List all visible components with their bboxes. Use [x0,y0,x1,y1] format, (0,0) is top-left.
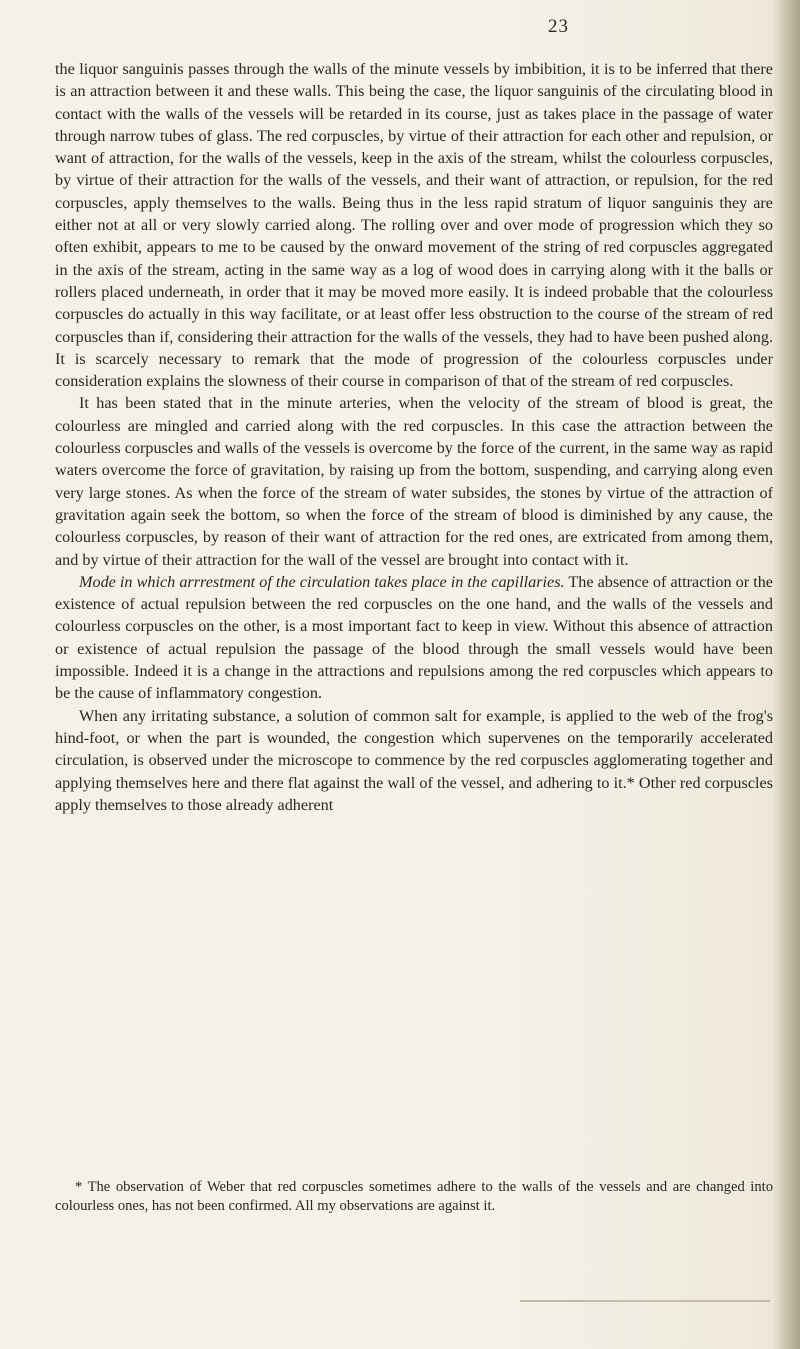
bottom-edge-mark [520,1300,770,1302]
paragraph-continuation: the liquor sanguinis passes through the walls of the minute vessels by imbibition, it is to be inferred that there is an attraction between it and these walls. This being the case, the liquor sanguinis of the circulating blood in contact with the walls of the vessels will be retarded in its course, just as takes place in the passage of water through narrow tubes of glass. The red corpuscles, by virtue of their attraction for each other and repulsion, or want of attraction, for the walls of the vessels, keep in the axis of the stream, whilst the colourless corpuscles, by virtue of their attraction for the walls of the vessels, and their want of attraction, or repulsion, for the red corpuscles, apply themselves to the walls. Being thus in the less rapid stratum of liquor sanguinis they are either not at all or very slowly carried along. The rolling over and over mode of progression which they so often exhibit, appears to me to be caused by the onward movement of the string of red corpuscles aggregated in the axis of the stream, acting in the same way as a log of wood does in carrying along with it the balls or rollers placed underneath, in order that it may be moved more easily. It is indeed probable that the colourless corpuscles do actually in this way facilitate, or at least offer less obstruction to the course of the stream of red corpuscles than if, considering their attraction for the walls of the vessels, they had to have been pushed along. It is scarcely necessary to remark that the mode of progression of the colourless corpuscles under consideration explains the slowness of their course in comparison of that of the stream of red corpuscles. [55,60,773,391]
paragraph-velocity: It has been stated that in the minute arteries, when the velocity of the stream of blood is great, the colourless are mingled and carried along with the red corpuscles. In this case the attraction between the colourless corpuscles and walls of the vessels is overcome by the force of the current, in the same way as rapid waters overcome the force of gravitation, by raising up from the bottom, suspending, and carrying along even very large stones. As when the force of the stream of water subsides, the stones by virtue of the attraction of gravitation again seek the bottom, so when the force of the stream of blood is diminished by any cause, the colourless corpuscles, by reason of their want of attraction for the red ones, are extricated from among them, and by virtue of their attraction for the wall of the vessel are brought into contact with it. [55,394,773,569]
paragraph-irritation: When any irritating substance, a solution of common salt for example, is applied to the web of the frog's hind-foot, or when the part is wounded, the congestion which supervenes on the temporarily accelerated circulation, is observed under the microscope to commence by the red corpuscles agglomerating together and applying themselves here and there flat against the wall of the vessel, and adhering to it.* Other red corpuscles apply themselves to those already adherent [55,706,773,814]
section-text: The absence of attraction or the existence of actual repulsion between the red corpuscles on the one hand, and the walls of the vessels and colourless corpuscles on the other, is a most important fact to keep in view. Without this absence of attraction or existence of actual repulsion the passage of the blood through the small vessels would have been impossible. Indeed it is a change in the attractions and repulsions among the red corpuscles which appears to be the cause of inflammatory congestion. [55,572,773,703]
page-number: 23 [548,16,569,37]
section-paragraph [55,571,773,705]
section-heading: Mode in which arrrestment of the circulation takes place in the capillaries. [79,572,565,591]
footnote-text: * The observation of Weber that red corpuscles sometimes adhere to the walls of the vessels and are changed into colourless ones, has not been confirmed. All my observations are against it. [55,1179,773,1214]
footnote [55,1178,773,1215]
body-text [55,58,773,816]
book-spine-shadow [774,0,800,1349]
